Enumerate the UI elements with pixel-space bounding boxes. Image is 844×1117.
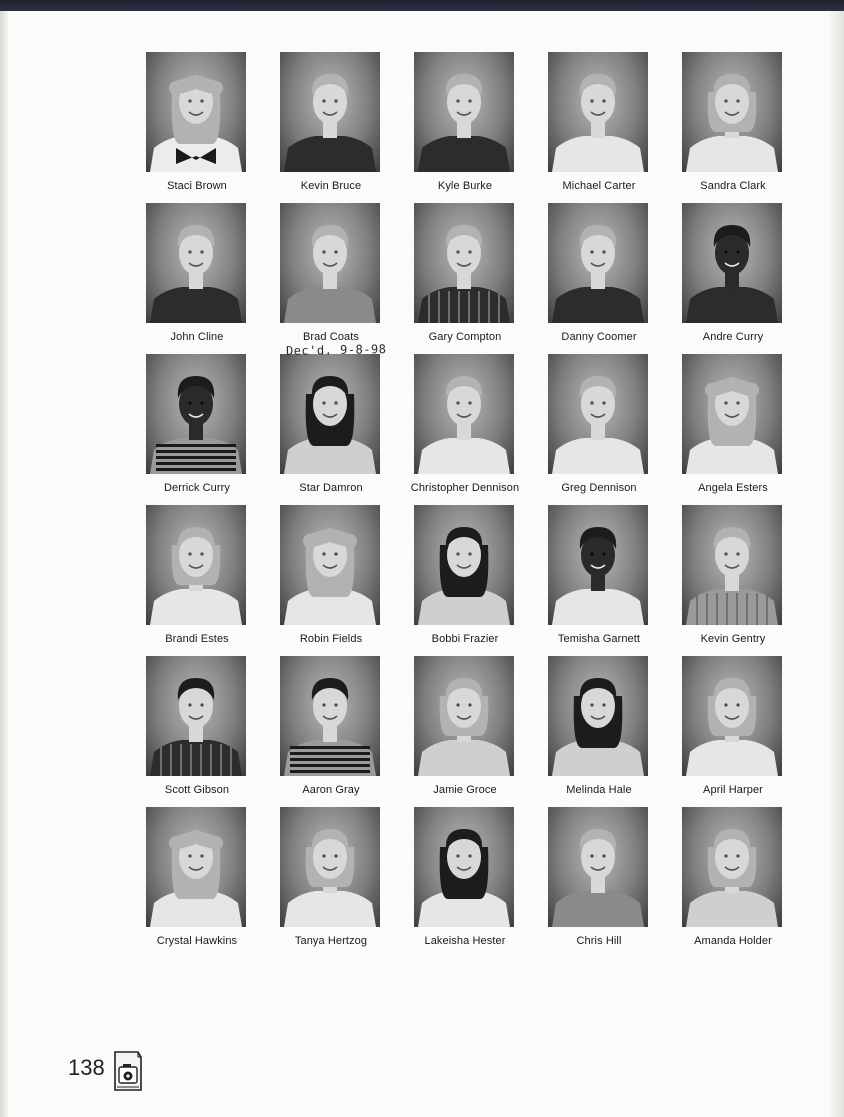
student-photo — [146, 203, 246, 323]
class-photo-grid — [130, 44, 800, 950]
student-photo — [414, 354, 514, 474]
student-portrait — [130, 799, 264, 950]
student-photo — [146, 354, 246, 474]
student-name: Aaron Gray — [302, 784, 360, 796]
student-portrait — [398, 195, 532, 346]
student-portrait — [264, 44, 398, 195]
student-portrait — [532, 497, 666, 648]
student-name: John Cline — [170, 331, 224, 343]
student-portrait — [532, 648, 666, 799]
student-photo — [414, 656, 514, 776]
student-name: Kyle Burke — [437, 180, 493, 192]
student-name: Robin Fields — [299, 633, 363, 645]
student-photo — [146, 52, 246, 172]
student-portrait — [264, 195, 398, 346]
student-photo — [414, 203, 514, 323]
student-portrait — [666, 195, 800, 346]
student-name: Sandra Clark — [700, 180, 766, 192]
student-portrait — [532, 195, 666, 346]
student-photo — [682, 505, 782, 625]
student-photo — [280, 505, 380, 625]
student-portrait — [264, 346, 398, 497]
student-name: Scott Gibson — [164, 784, 230, 796]
student-name: Melinda Hale — [566, 784, 632, 796]
scan-top-edge — [0, 0, 844, 11]
student-portrait — [532, 799, 666, 950]
student-photo — [548, 354, 648, 474]
student-portrait — [532, 44, 666, 195]
student-name: Tanya Hertzog — [294, 935, 368, 947]
student-portrait — [666, 799, 800, 950]
binding-shadow — [0, 11, 8, 1117]
student-photo — [414, 807, 514, 927]
student-portrait — [398, 497, 532, 648]
student-name: Angela Esters — [698, 482, 768, 494]
student-photo — [414, 505, 514, 625]
student-name: April Harper — [703, 784, 763, 796]
student-portrait — [264, 497, 398, 648]
student-portrait — [130, 195, 264, 346]
student-photo — [146, 807, 246, 927]
student-portrait — [130, 648, 264, 799]
student-photo — [280, 807, 380, 927]
student-photo — [682, 52, 782, 172]
student-portrait — [398, 44, 532, 195]
student-name: Brandi Estes — [165, 633, 229, 645]
student-photo — [682, 354, 782, 474]
student-portrait — [666, 346, 800, 497]
student-photo — [146, 656, 246, 776]
student-portrait — [130, 44, 264, 195]
student-photo — [280, 656, 380, 776]
student-portrait — [130, 346, 264, 497]
student-photo — [280, 354, 380, 474]
student-name: Temisha Garnett — [557, 633, 641, 645]
student-name: Brad Coats — [302, 331, 360, 343]
student-name: Staci Brown — [167, 180, 227, 192]
camera-icon — [112, 1049, 144, 1093]
student-name: Chris Hill — [576, 935, 622, 947]
student-name: Star Damron — [299, 482, 363, 494]
handwritten-note: Dec'd. 9-8-98 — [285, 342, 387, 358]
student-portrait — [532, 346, 666, 497]
student-portrait — [666, 497, 800, 648]
student-photo — [682, 656, 782, 776]
student-portrait — [398, 799, 532, 950]
student-name: Michael Carter — [562, 180, 636, 192]
student-photo — [414, 52, 514, 172]
student-name: Andre Curry — [702, 331, 764, 343]
student-portrait — [666, 44, 800, 195]
student-portrait — [264, 799, 398, 950]
student-name: Danny Coomer — [561, 331, 637, 343]
student-photo — [548, 203, 648, 323]
student-name: Gary Compton — [428, 331, 502, 343]
student-portrait — [398, 648, 532, 799]
student-name: Greg Dennison — [561, 482, 637, 494]
student-photo — [548, 807, 648, 927]
student-photo — [548, 656, 648, 776]
student-portrait — [130, 497, 264, 648]
student-name: Christopher Dennison — [410, 482, 520, 494]
student-photo — [682, 203, 782, 323]
student-name: Kevin Bruce — [300, 180, 362, 192]
page-edge-shadow — [830, 11, 844, 1117]
student-portrait — [264, 648, 398, 799]
student-photo — [280, 52, 380, 172]
student-name: Bobbi Frazier — [431, 633, 499, 645]
student-portrait — [666, 648, 800, 799]
student-name: Crystal Hawkins — [156, 935, 238, 947]
page-number: 138 — [68, 1055, 105, 1080]
student-name: Jamie Groce — [433, 784, 497, 796]
student-photo — [548, 505, 648, 625]
student-photo — [682, 807, 782, 927]
student-name: Lakeisha Hester — [424, 935, 506, 947]
student-name: Derrick Curry — [163, 482, 231, 494]
student-name: Amanda Holder — [694, 935, 772, 947]
student-portrait — [398, 346, 532, 497]
student-photo — [280, 203, 380, 323]
student-photo — [548, 52, 648, 172]
student-photo — [146, 505, 246, 625]
student-name: Kevin Gentry — [700, 633, 766, 645]
